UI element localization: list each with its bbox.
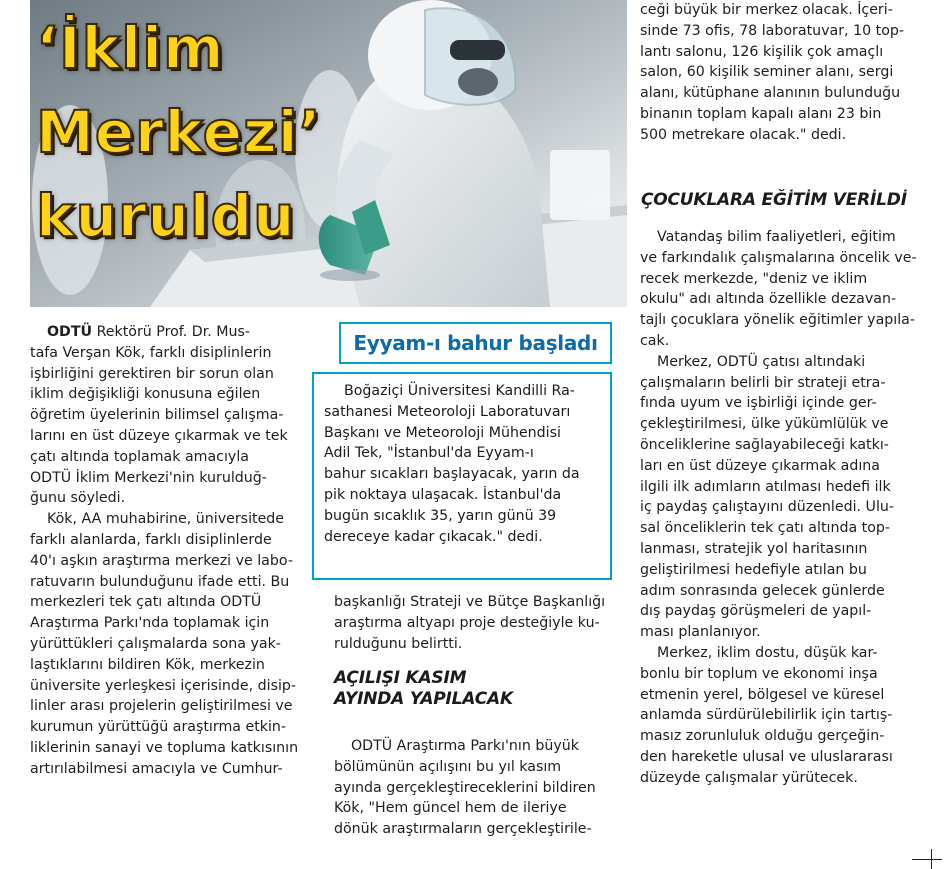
text-line: başkanlığı Strateji ve Bütçe Başkanlığı bbox=[334, 594, 606, 610]
text-line: ğunu söyledi. bbox=[30, 490, 126, 507]
text-line: farklı alanlarda, farklı disiplinlerde bbox=[30, 531, 272, 548]
text-line: dönük araştırmaların gerçekleştirile- bbox=[334, 821, 592, 838]
article-column-3-continued bbox=[640, 227, 935, 789]
headline-line-1: ‘İklim bbox=[36, 14, 225, 82]
crop-mark bbox=[912, 859, 942, 860]
text-line: den hareketle ulusal ve uluslararası bbox=[640, 748, 893, 765]
text-line: lantı salonu, 126 kişilik çok amaçlı bbox=[640, 43, 884, 60]
subhead-opening bbox=[334, 668, 513, 710]
text-line: öğretim üyelerinin bilimsel çalışma- bbox=[30, 407, 284, 424]
text-line: ması planlanıyor. bbox=[640, 624, 761, 641]
hero-photo bbox=[30, 0, 627, 307]
text-line: Kök, "Hem güncel hem de ileriye bbox=[334, 800, 567, 817]
headline-line-3: kuruldu bbox=[36, 182, 296, 250]
box-line: pik noktaya ulaşacak. İstanbul'da bbox=[324, 486, 562, 503]
text-line: bölümünün açılışını bu yıl kasım bbox=[334, 758, 562, 775]
text-line: geliştirilmesi hedefiyle atılan bu bbox=[640, 561, 867, 578]
text-line: ratuvarın bulunduğunu ifade etti. Bu bbox=[30, 573, 290, 590]
text-line: 40'ı aşkın araştırma merkezi ve labo- bbox=[30, 552, 293, 569]
text-line: okulu" adı altında özellikle dezavan- bbox=[640, 291, 897, 308]
text-line: Rektörü Prof. Dr. Mus- bbox=[96, 324, 251, 340]
text-line: Kök, AA muhabirine, üniversitede bbox=[47, 511, 285, 528]
sidebar-box bbox=[312, 372, 612, 580]
text-line: ları en üst düzeye çıkarmak adına bbox=[640, 457, 880, 474]
text-line: kurumun yürüttüğü araştırma etkin- bbox=[30, 719, 287, 736]
text-line: binanın toplam kapalı alanı 23 bin bbox=[640, 105, 882, 122]
text-line: alanı, kütüphane alanının bulunduğu bbox=[640, 85, 901, 102]
text-line: yürüttükleri çalışmalarda sona yak- bbox=[30, 635, 281, 652]
text-line: dış paydaş görüşmeleri de yapıl- bbox=[640, 603, 872, 620]
text-line: tafa Verşan Kök, farklı disiplinlerin bbox=[30, 344, 272, 361]
box-line: dereceye kadar çıkacak." dedi. bbox=[324, 528, 543, 545]
lede-line bbox=[30, 322, 318, 343]
text-line: ve farkındalık çalışmalarına öncelik ve- bbox=[640, 249, 917, 266]
text-line: etmenin yerel, bölgesel ve küresel bbox=[640, 686, 885, 703]
text-line: liklerinin sanayi ve topluma katkısının bbox=[30, 739, 299, 756]
text-line: çalışmaların belirli bir strateji etra- bbox=[640, 374, 886, 391]
text-line: çatı altında toplamak amacıyla bbox=[30, 448, 249, 465]
text-line: adım sonrasında gelecek günlerde bbox=[640, 582, 885, 599]
text-line: Vatandaş bilim faaliyetleri, eğitim bbox=[657, 229, 896, 245]
text-line: masız zorunluluk olduğu gerçeğin- bbox=[640, 728, 885, 745]
text-line: çekleştirilmesi, ülke yükümlülük ve bbox=[640, 416, 889, 433]
text-line: önceliklerine sağlayabileceği katkı- bbox=[640, 436, 889, 453]
text-line: ilgili ilk adımların atılması hedefi ilk bbox=[640, 478, 891, 495]
subhead-line: AYINDA YAPILACAK bbox=[334, 689, 513, 709]
box-line: sathanesi Meteoroloji Laboratuvarı bbox=[324, 403, 571, 420]
text-line: recek merkezde, "deniz ve iklim bbox=[640, 270, 868, 287]
text-line: düzeyde çalışmalar yürütecek. bbox=[640, 769, 858, 786]
box-line: Başkanı ve Meteoroloji Mühendisi bbox=[324, 424, 561, 441]
text-line: linler arası projelerin geliştirilmesi ve bbox=[30, 698, 293, 715]
text-line: işbirliğini gerektiren bir sorun olan bbox=[30, 365, 274, 382]
text-line: fında uyum ve işbirliği içinde ger- bbox=[640, 395, 877, 412]
text-line: iklim değişikliği konusuna eğilen bbox=[30, 386, 261, 403]
text-line: sal önceliklerin tek çatı altında top- bbox=[640, 520, 891, 537]
crop-mark bbox=[931, 849, 932, 869]
article-column-1 bbox=[30, 322, 318, 780]
text-line: Araştırma Parkı'nda toplamak için bbox=[30, 615, 270, 632]
text-line: merkezleri tek çatı altında ODTÜ bbox=[30, 594, 262, 611]
box-line: bahur sıcakları başlayacak, yarın da bbox=[324, 466, 580, 483]
article-column-3 bbox=[640, 0, 930, 146]
text-line: ceği büyük bir merkez olacak. İçeri- bbox=[640, 2, 893, 18]
text-line: ayında gerçekleştireceklerini bildiren bbox=[334, 779, 596, 796]
text-line: iç paydaş çalıştayını düzenledi. Ulu- bbox=[640, 499, 894, 516]
text-line: araştırma altyapı proje desteğiyle ku- bbox=[334, 614, 600, 631]
box-line: Boğaziçi Üniversitesi Kandilli Ra- bbox=[344, 383, 575, 399]
text-line: üniversite yerleşkesi içerisinde, disip- bbox=[30, 677, 297, 694]
text-line: laştıklarını bildiren Kök, merkezin bbox=[30, 656, 265, 673]
text-line: tajlı çocuklara yönelik eğitimler yapıla- bbox=[640, 312, 915, 329]
text-line: anlamda sürdürülebilirlik için tartış- bbox=[640, 707, 893, 724]
text-line: artırılabilmesi amacıyla ve Cumhur- bbox=[30, 760, 283, 777]
text-line: ODTÜ Araştırma Parkı'nın büyük bbox=[351, 738, 579, 754]
box-line: bugün sıcaklık 35, yarın günü 39 bbox=[324, 507, 557, 524]
box-line: Adil Tek, "İstanbul'da Eyyam-ı bbox=[324, 445, 534, 462]
text-line: sinde 73 ofis, 78 laboratuvar, 10 top- bbox=[640, 22, 904, 39]
text-line: Merkez, iklim dostu, düşük kar- bbox=[657, 644, 878, 661]
text-line: cak. bbox=[640, 332, 670, 349]
headline bbox=[36, 6, 366, 258]
text-line: 500 metrekare olacak." dedi. bbox=[640, 126, 847, 143]
sidebar-box-title: Eyyam-ı bahur başladı bbox=[339, 322, 612, 364]
subhead-line: AÇILIŞI KASIM bbox=[334, 668, 467, 688]
text-line: Merkez, ODTÜ çatısı altındaki bbox=[657, 353, 866, 370]
text-line: bonlu bir toplum ve ekonomi inşa bbox=[640, 665, 878, 682]
text-line: lanması, stratejik yol haritasının bbox=[640, 540, 868, 557]
text-line: ODTÜ İklim Merkezi'nin kurulduğ- bbox=[30, 469, 267, 486]
headline-line-2: Merkezi’ bbox=[36, 98, 322, 166]
article-column-2 bbox=[334, 592, 616, 654]
text-line: rulduğunu belirtti. bbox=[334, 635, 463, 652]
text-line: larını en üst düzeye çıkarmak ve tek bbox=[30, 427, 288, 444]
lede-bold: ODTÜ bbox=[47, 324, 93, 340]
article-column-2-continued bbox=[334, 736, 616, 840]
text-line: salon, 60 kişilik seminer alanı, sergi bbox=[640, 64, 894, 81]
subhead-children: ÇOCUKLARA EĞİTİM VERİLDİ bbox=[641, 190, 907, 210]
